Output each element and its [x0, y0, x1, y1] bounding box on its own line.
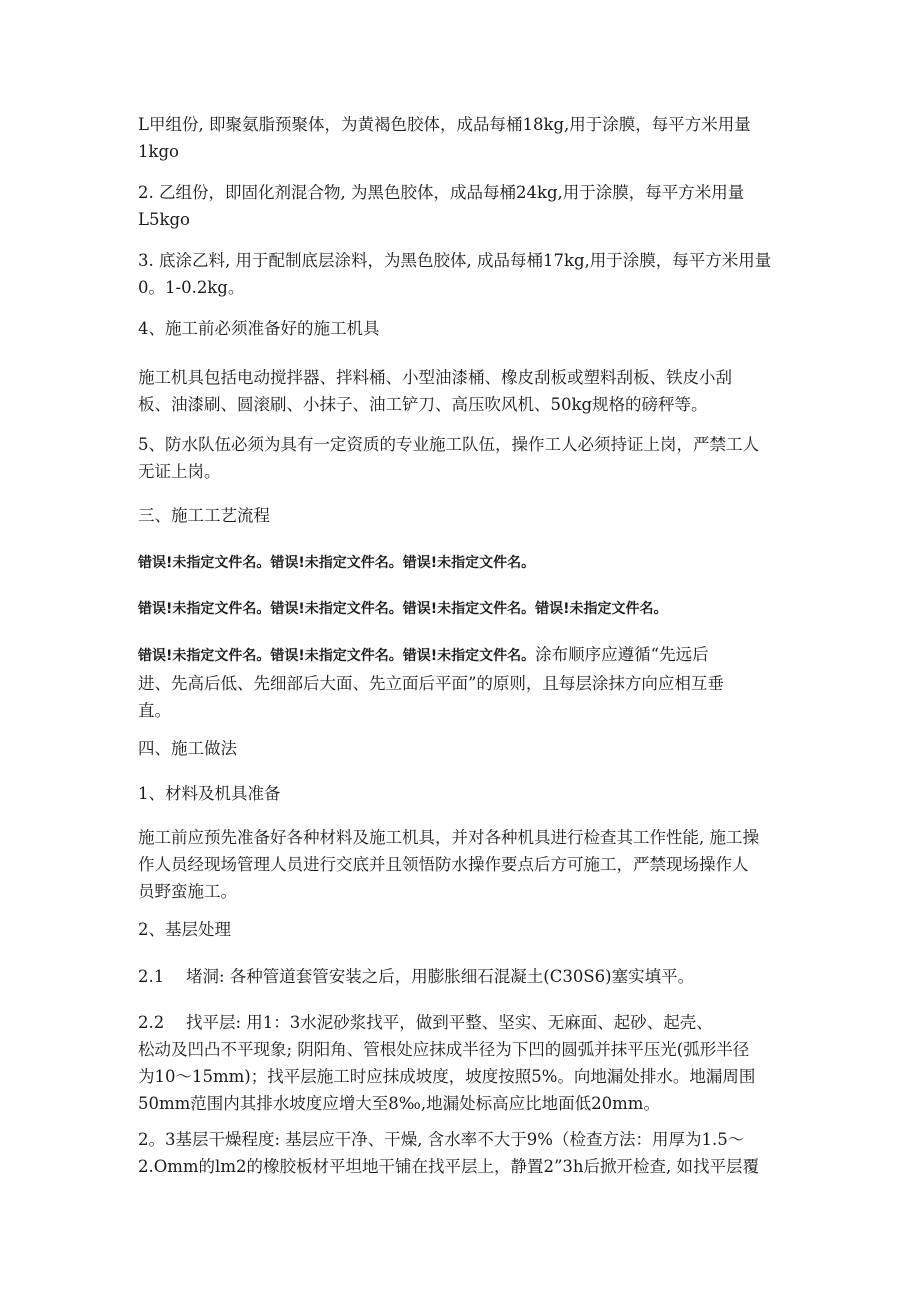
- paragraph-2-3: 2。3基层干燥程度: 基层应干净、干燥, 含水率不大于9%（检查方法：用厚为1.5～ 2.Omm的lm2的橡胶板材平坦地干铺在找平层上，静置2”3h后掀开检查, 如找平层覆: [138, 1130, 760, 1176]
- paragraph-2-1: 2.1 堵洞: 各种管道套管安装之后，用膨胀细石混凝土(C30S6)塞实填平。: [138, 967, 695, 986]
- paragraph-tools: 施工机具包括电动搅拌器、拌料桶、小型油漆桶、橡皮刮板或塑料刮板、铁皮小刮 板、油漆刷、圆滚刷、小抹子、油工铲刀、高压吹风机、50kg规格的磅秤等。: [138, 368, 732, 414]
- paragraph-component-a: L甲组份, 即聚氨脂预聚体，为黄褐色胶体，成品每桶18kg,用于涂膜，每平方米用量 1kgo: [138, 115, 751, 161]
- paragraph-2-2: 2.2 找平层: 用1：3水泥砂浆找平，做到平整、坚实、无麻面、起砂、起壳、 松动及凹凸不平现象; 阴阳角、管根处应抹成半径为下凹的圆弧并抹平压光(弧形半径 为10～15mm)；找平层施工时应抹成坡度，坡度按照5%。向地漏处排水。地漏周围 50mm范围内其排水坡度应增大至8‰,地漏处标高应比地面低20mm。: [138, 1013, 756, 1113]
- heading-base-treatment: 2、基层处理: [138, 920, 231, 939]
- error-line-1: 错误!未指定文件名。错误!未指定文件名。错误!未指定文件名。: [138, 555, 536, 571]
- paragraph-coating-order: [138, 641, 788, 724]
- coating-order-text: 涂布顺序应遵循“先远后 进、先高后低、先细部后大面、先立面后平面”的原则，且每层涂抹方向应相互垂 直。: [138, 645, 724, 720]
- heading-section-3: 三、施工工艺流程: [138, 506, 270, 525]
- paragraph-crew: 5、防水队伍必须为具有一定资质的专业施工队伍，操作工人必须持证上岗，严禁工人 无证上岗。: [138, 435, 759, 481]
- error-line-2: 错误!未指定文件名。错误!未指定文件名。错误!未指定文件名。错误!未指定文件名。: [138, 601, 668, 617]
- paragraph-materials: 施工前应预先准备好各种材料及施工机具，并对各种机具进行检查其工作性能, 施工操 作人员经现场管理人员进行交底并且领悟防水操作要点后方可施工，严禁现场操作人 员野蛮施工。: [138, 828, 759, 901]
- paragraph-component-b: 2. 乙组份，即固化剂混合物, 为黑色胶体，成品每桶24kg,用于涂膜，每平方米用量 L5kgo: [138, 183, 745, 229]
- error-line-3: 错误!未指定文件名。错误!未指定文件名。错误!未指定文件名。: [138, 648, 536, 664]
- heading-section-4: 四、施工做法: [138, 739, 237, 758]
- heading-tools: 4、施工前必须准备好的施工机具: [138, 319, 380, 338]
- paragraph-primer: 3. 底涂乙料, 用于配制底层涂料，为黑色胶体, 成品每桶17kg,用于涂膜，每平方米用量 0。1-0.2kg。: [138, 251, 772, 297]
- heading-materials: 1、材料及机具准备: [138, 784, 281, 803]
